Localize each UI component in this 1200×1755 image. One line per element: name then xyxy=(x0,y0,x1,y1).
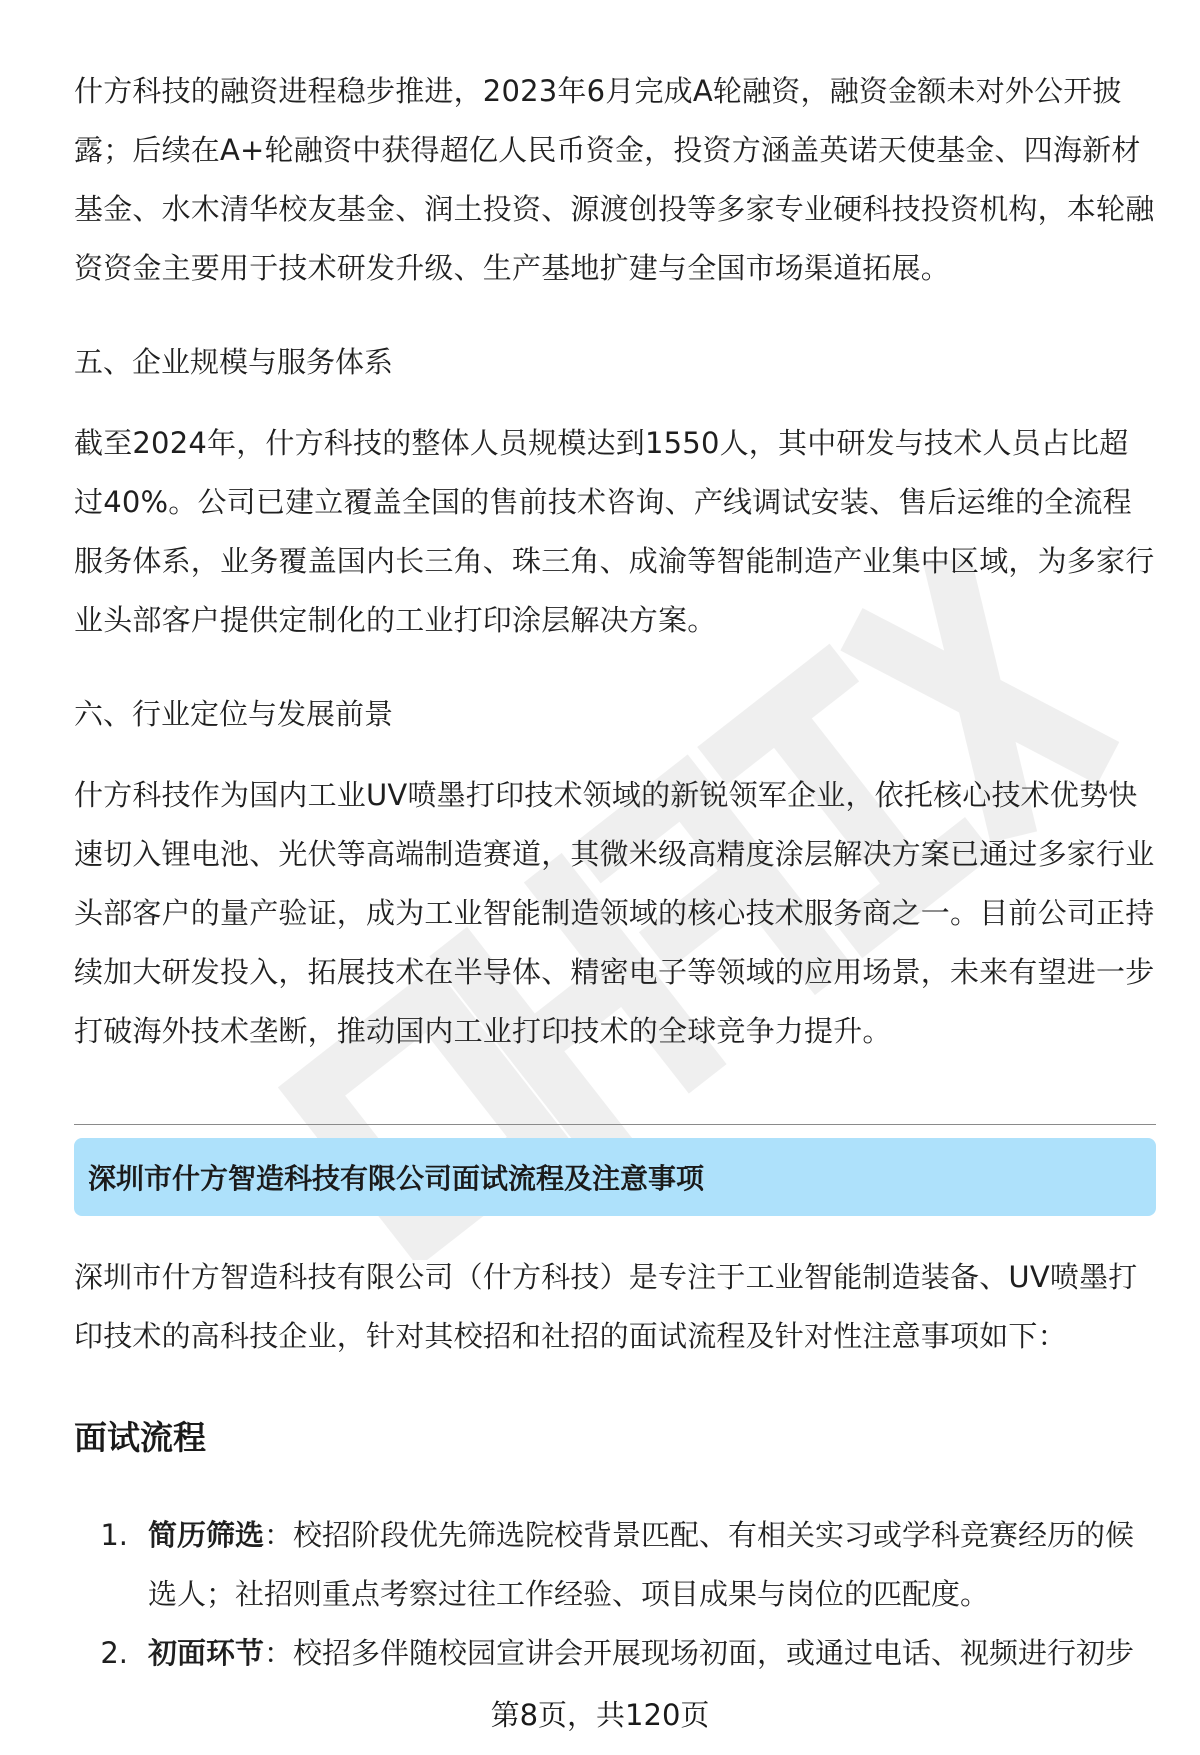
intro-paragraph: 深圳市什方智造科技有限公司（什方科技）是专注于工业智能制造装备、UV喷墨打印技术的高科技企业，针对其校招和社招的面试流程及针对性注意事项如下： xyxy=(74,1260,1138,1353)
list-item xyxy=(74,1624,1156,1683)
page-number-footer: 第8页，共120页 xyxy=(490,1698,710,1732)
step-content xyxy=(148,1624,1156,1683)
step-number: 2. xyxy=(100,1636,128,1670)
interview-process-title: 面试流程 xyxy=(74,1418,206,1457)
interview-steps-list xyxy=(74,1506,1156,1683)
intro-block xyxy=(74,1248,1156,1366)
step-text: ：校招多伴随校园宣讲会开展现场初面，或通过电话、视频进行初步 xyxy=(264,1636,1135,1670)
banner-title: 深圳市什方智造科技有限公司面试流程及注意事项 xyxy=(88,1162,705,1195)
interview-banner xyxy=(74,1138,1156,1216)
step-content xyxy=(148,1506,1156,1624)
section-heading-5: 五、企业规模与服务体系 xyxy=(74,345,394,379)
article-body xyxy=(74,62,1156,1061)
step-number: 1. xyxy=(100,1518,128,1552)
step-label: 初面环节 xyxy=(148,1636,265,1670)
step-text: ：校招阶段优先筛选院校背景匹配、有相关实习或学科竞赛经历的候选人；社招则重点考察过往工作经验、项目成果与岗位的匹配度。 xyxy=(148,1518,1135,1611)
list-item xyxy=(74,1506,1156,1624)
outlook-paragraph: 什方科技作为国内工业UV喷墨打印技术领域的新锐领军企业，依托核心技术优势快速切入锂电池、光伏等高端制造赛道，其微米级高精度涂层解决方案已通过多家行业头部客户的量产验证，成为工业智能制造领域的核心技术服务商之一。目前公司正持续加大研发投入，拓展技术在半导体、精密电子等领域的应用场景，未来有望进一步打破海外技术垄断，推动国内工业打印技术的全球竞争力提升。 xyxy=(74,778,1155,1048)
section-heading-6: 六、行业定位与发展前景 xyxy=(74,697,394,731)
step-label: 简历筛选 xyxy=(148,1518,265,1552)
section-divider xyxy=(74,1124,1156,1125)
scale-paragraph: 截至2024年，什方科技的整体人员规模达到1550人，其中研发与技术人员占比超过40%。公司已建立覆盖全国的售前技术咨询、产线调试安装、售后运维的全流程服务体系，业务覆盖国内长三角、珠三角、成渝等智能制造产业集中区域，为多家行业头部客户提供定制化的工业打印涂层解决方案。 xyxy=(74,426,1155,637)
funding-paragraph: 什方科技的融资进程稳步推进，2023年6月完成A轮融资，融资金额未对外公开披露；后续在A+轮融资中获得超亿人民币资金，投资方涵盖英诺天使基金、四海新材基金、水木清华校友基金、润土投资、源渡创投等多家专业硬科技投资机构，本轮融资资金主要用于技术研发升级、生产基地扩建与全国市场渠道拓展。 xyxy=(74,74,1155,285)
